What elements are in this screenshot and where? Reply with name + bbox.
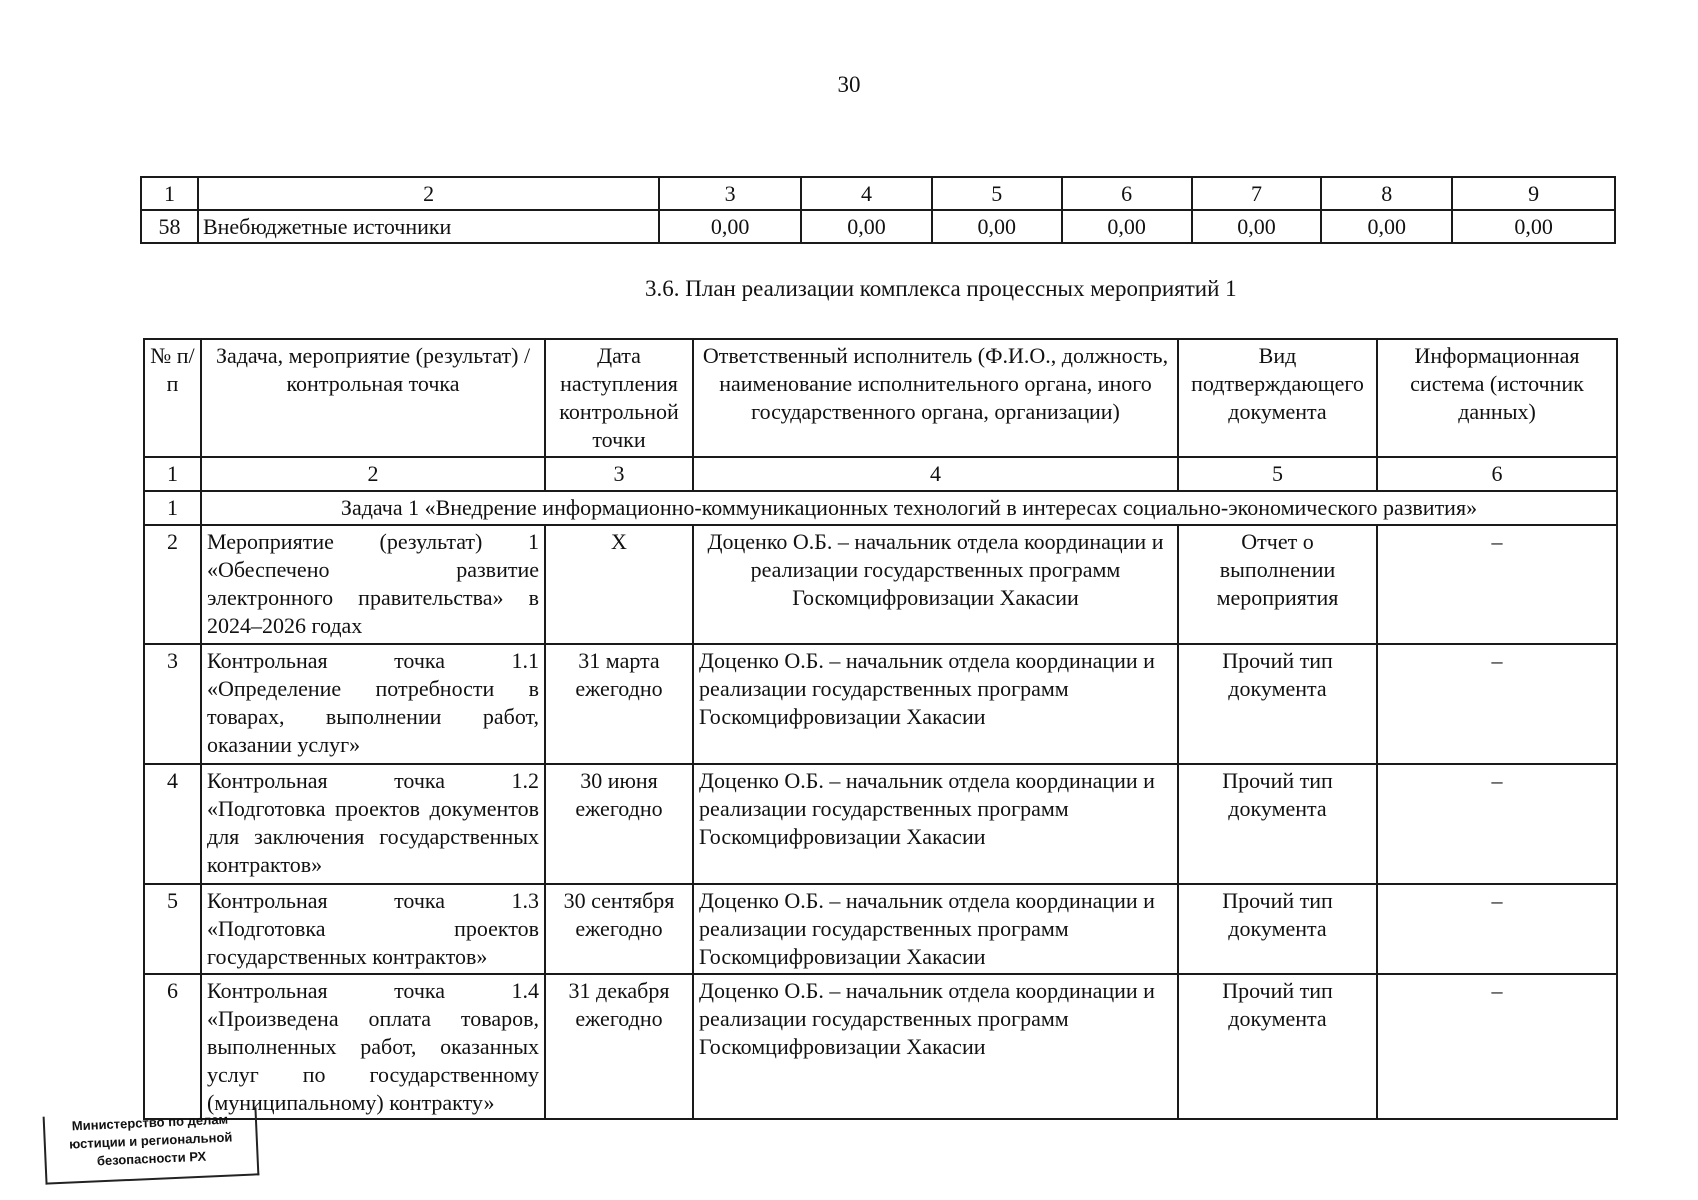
row-date: 31 декабря ежегодно bbox=[545, 974, 693, 1119]
budget-value: 0,00 bbox=[1321, 210, 1452, 243]
row-doc-type: Прочий тип документа bbox=[1178, 644, 1377, 764]
budget-header-cell: 3 bbox=[659, 177, 801, 210]
row-responsible: Доценко О.Б. – начальник отдела координации и реализации государственных программ Госкомцифровизации Хакасии bbox=[693, 525, 1178, 644]
row-number: 5 bbox=[144, 884, 201, 974]
header-number: № п/п bbox=[144, 339, 201, 457]
row-info-system: – bbox=[1377, 764, 1617, 884]
row-date: 31 марта ежегодно bbox=[545, 644, 693, 764]
row-number: 2 bbox=[144, 525, 201, 644]
row-task: Контрольная точка 1.3 «Подготовка проектов государственных контрактов» bbox=[201, 884, 545, 974]
budget-header-cell: 5 bbox=[932, 177, 1062, 210]
table-row bbox=[144, 764, 1617, 884]
task-row-text: Задача 1 «Внедрение информационно-коммуникационных технологий в интересах социально-экономического развития» bbox=[201, 491, 1617, 525]
row-task: Контрольная точка 1.1 «Определение потребности в товарах, выполнении работ, оказании услуг» bbox=[201, 644, 545, 764]
table-row bbox=[144, 974, 1617, 1119]
budget-value: 0,00 bbox=[801, 210, 932, 243]
header-info-system: Информационная система (источник данных) bbox=[1377, 339, 1617, 457]
table-row bbox=[144, 884, 1617, 974]
budget-header-cell: 2 bbox=[198, 177, 659, 210]
row-date: 30 сентября ежегодно bbox=[545, 884, 693, 974]
budget-header-cell: 8 bbox=[1321, 177, 1452, 210]
plan-header-row bbox=[144, 339, 1617, 457]
budget-row bbox=[141, 210, 1615, 243]
row-date: 30 июня ежегодно bbox=[545, 764, 693, 884]
budget-value: 0,00 bbox=[932, 210, 1062, 243]
row-task: Мероприятие (результат) 1 «Обеспечено развитие электронного правительства» в 2024–2026 годах bbox=[201, 525, 545, 644]
header-task: Задача, мероприятие (результат) / контрольная точка bbox=[201, 339, 545, 457]
budget-header-row bbox=[141, 177, 1615, 210]
row-task: Контрольная точка 1.4 «Произведена оплата товаров, выполненных работ, оказанных услуг по государственному (муниципальному) контракту» bbox=[201, 974, 545, 1119]
budget-header-cell: 4 bbox=[801, 177, 932, 210]
header-responsible: Ответственный исполнитель (Ф.И.О., должность, наименование исполнительного органа, иного государственного органа, организации) bbox=[693, 339, 1178, 457]
budget-header-cell: 9 bbox=[1452, 177, 1615, 210]
budget-row-number: 58 bbox=[141, 210, 198, 243]
section-title: 3.6. План реализации комплекса процессных мероприятий 1 bbox=[645, 276, 1237, 301]
header-doc-type: Вид подтверждающего документа bbox=[1178, 339, 1377, 457]
stamp-line: юстиции и региональной bbox=[68, 1129, 233, 1152]
budget-header-cell: 7 bbox=[1192, 177, 1322, 210]
budget-table bbox=[140, 176, 1616, 244]
column-number: 4 bbox=[693, 457, 1178, 491]
column-number: 3 bbox=[545, 457, 693, 491]
plan-table bbox=[143, 338, 1618, 1120]
budget-value: 0,00 bbox=[1062, 210, 1192, 243]
row-responsible: Доценко О.Б. – начальник отдела координации и реализации государственных программ Госкомцифровизации Хакасии bbox=[693, 644, 1178, 764]
budget-header-cell: 1 bbox=[141, 177, 198, 210]
budget-value: 0,00 bbox=[1192, 210, 1322, 243]
ministry-stamp bbox=[43, 1107, 260, 1184]
row-info-system: – bbox=[1377, 974, 1617, 1119]
column-number: 1 bbox=[144, 457, 201, 491]
column-number: 2 bbox=[201, 457, 545, 491]
task-row-number: 1 bbox=[144, 491, 201, 525]
table-row bbox=[144, 644, 1617, 764]
row-number: 6 bbox=[144, 974, 201, 1119]
stamp-line: безопасности РХ bbox=[96, 1148, 207, 1169]
column-number: 6 bbox=[1377, 457, 1617, 491]
row-info-system: – bbox=[1377, 525, 1617, 644]
budget-value: 0,00 bbox=[1452, 210, 1615, 243]
column-numbers-row bbox=[144, 457, 1617, 491]
row-info-system: – bbox=[1377, 644, 1617, 764]
row-doc-type: Прочий тип документа bbox=[1178, 974, 1377, 1119]
row-responsible: Доценко О.Б. – начальник отдела координации и реализации государственных программ Госкомцифровизации Хакасии bbox=[693, 764, 1178, 884]
row-date: Х bbox=[545, 525, 693, 644]
row-doc-type: Прочий тип документа bbox=[1178, 884, 1377, 974]
row-number: 4 bbox=[144, 764, 201, 884]
budget-header-cell: 6 bbox=[1062, 177, 1192, 210]
row-responsible: Доценко О.Б. – начальник отдела координации и реализации государственных программ Госкомцифровизации Хакасии bbox=[693, 884, 1178, 974]
header-date: Дата наступления контрольной точки bbox=[545, 339, 693, 457]
row-task: Контрольная точка 1.2 «Подготовка проектов документов для заключения государственных контрактов» bbox=[201, 764, 545, 884]
row-doc-type: Прочий тип документа bbox=[1178, 764, 1377, 884]
stamp-line: Министерство по делам bbox=[71, 1111, 229, 1134]
row-number: 3 bbox=[144, 644, 201, 764]
row-doc-type: Отчет о выполнении мероприятия bbox=[1178, 525, 1377, 644]
table-row bbox=[144, 525, 1617, 644]
task-row bbox=[144, 491, 1617, 525]
row-responsible: Доценко О.Б. – начальник отдела координации и реализации государственных программ Госкомцифровизации Хакасии bbox=[693, 974, 1178, 1119]
row-info-system: – bbox=[1377, 884, 1617, 974]
column-number: 5 bbox=[1178, 457, 1377, 491]
budget-row-name: Внебюджетные источники bbox=[198, 210, 659, 243]
page-number: 30 bbox=[837, 72, 861, 97]
budget-value: 0,00 bbox=[659, 210, 801, 243]
